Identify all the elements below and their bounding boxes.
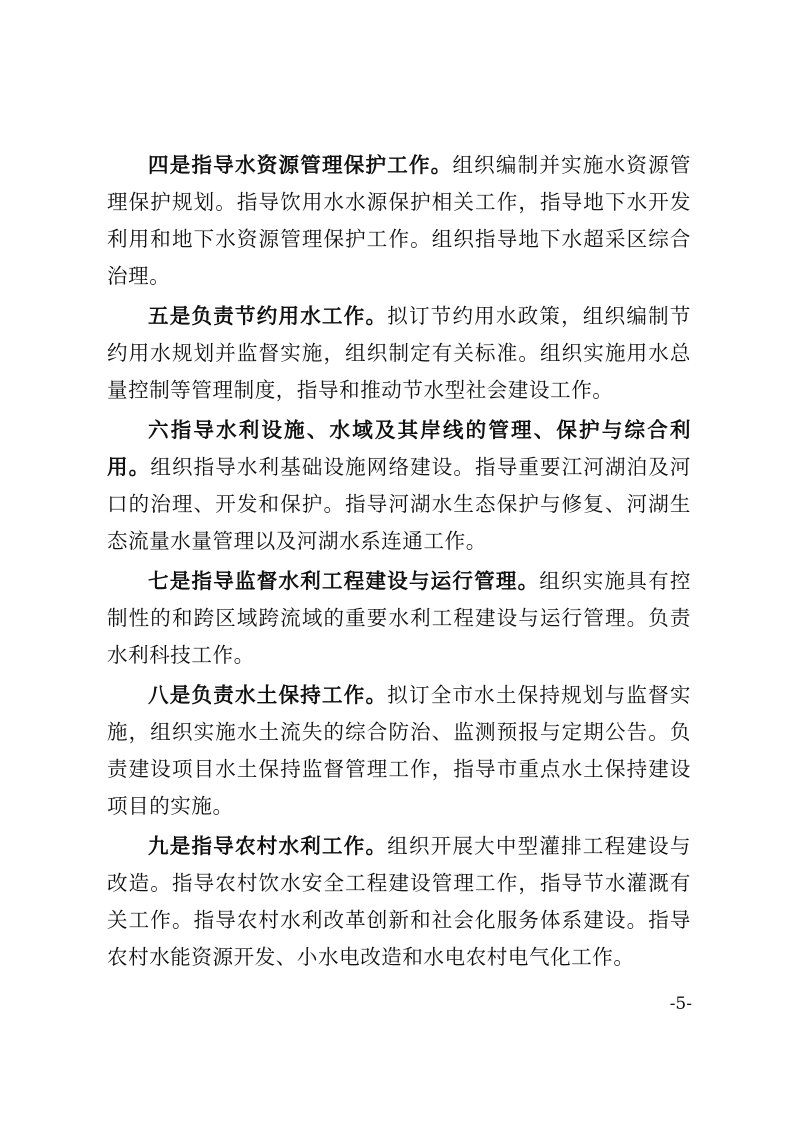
paragraph-text: 组织开展大中型灌排工程建设与改造。指导农村饮水安全工程建设管理工作，指导节水灌溉有关工作。指导农村水利改革创新和社会化服务体系建设。指导农村水能资源开发、小水电改造和水电农村电气化工作。	[107, 834, 691, 969]
paragraph-text: 组织指导水利基础设施网络建设。指导重要江河湖泊及河口的治理、开发和保护。指导河湖水生态保护与修复、河湖生态流量水量管理以及河湖水系连通工作。	[107, 455, 692, 553]
paragraph-heading: 六指导水利设施、水域及其岸线的管理、保护与综合利用。	[107, 418, 691, 479]
paragraph-rural-water	[107, 828, 691, 976]
paragraph-heading: 八是负责水土保持工作。	[148, 683, 388, 707]
paragraph-heading: 五是负责节约用水工作。	[148, 304, 388, 328]
paragraph-text: 组织实施具有控制性的和跨区域跨流域的重要水利工程建设与运行管理。负责水利科技工作。	[107, 569, 691, 667]
document-body	[107, 147, 691, 979]
page-number: -5-	[669, 994, 692, 1014]
paragraph-text: 拟订节约用水政策，组织编制节约用水规划并监督实施，组织制定有关标准。组织实施用水总量控制等管理制度，指导和推动节水型社会建设工作。	[107, 304, 691, 402]
paragraph-heading: 七是指导监督水利工程建设与运行管理。	[148, 569, 540, 593]
paragraph-soil-conservation	[107, 677, 691, 825]
paragraph-water-resources	[107, 147, 691, 295]
paragraph-text: 组织编制并实施水资源管理保护规划。指导饮用水水源保护相关工作，指导地下水开发利用和地下水资源管理保护工作。组织指导地下水超采区综合治理。	[107, 153, 691, 288]
paragraph-water-facilities	[107, 412, 691, 560]
paragraph-water-saving	[107, 298, 691, 409]
paragraph-heading: 九是指导农村水利工作。	[148, 834, 388, 858]
paragraph-text: 拟订全市水土保持规划与监督实施，组织实施水土流失的综合防治、监测预报与定期公告。负责建设项目水土保持监督管理工作，指导市重点水土保持建设项目的实施。	[107, 683, 691, 818]
paragraph-heading: 四是指导水资源管理保护工作。	[148, 153, 453, 177]
paragraph-project-construction	[107, 563, 691, 674]
